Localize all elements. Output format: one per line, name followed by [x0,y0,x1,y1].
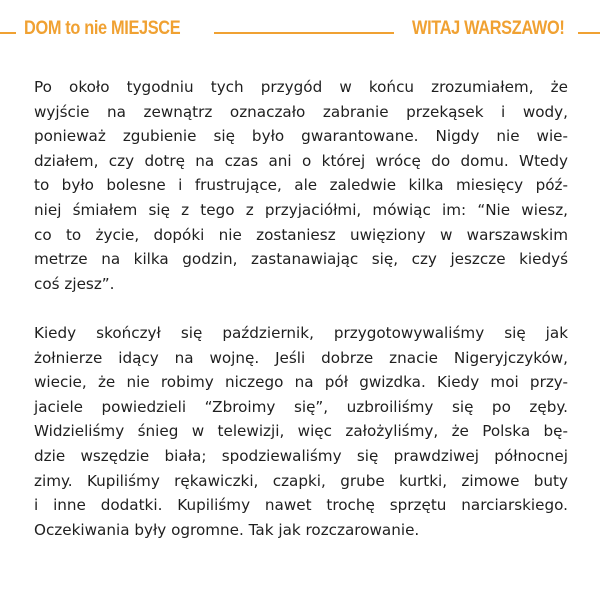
header-rule-left [0,32,16,34]
text-line: działem, czy dotrę na czas ani o której wrócę do domu. Wtedy [34,151,568,170]
text-line: jaciele powiedzieli “Zbroimy się”, uzbroiliśmy się po zęby. [34,397,568,416]
header-rule-right [578,32,600,34]
text-line: dzie wszędzie biała; spodziewaliśmy się prawdziwej północnej [34,446,568,465]
text-line: Oczekiwania były ogromne. Tak jak rozczarowanie. [34,520,420,539]
text-line: coś zjesz”. [34,274,115,293]
text-line: wiecie, że nie robimy niczego na pół gwizdka. Kiedy moi przy- [34,373,568,392]
header-right-title: WITAJ WARSZAWO! [412,18,565,39]
text-line: żołnierze idący na wojnę. Jeśli dobrze znacie Nigeryjczyków, [34,348,568,367]
text-line: to było bolesne i frustrujące, ale zaledwie kilka miesięcy póź- [34,176,568,195]
text-line: Widzieliśmy śnieg w telewizji, więc założyliśmy, że Polska bę- [34,422,568,441]
article-body [34,75,568,542]
header-rule-middle [214,32,394,34]
page-header [0,14,600,54]
header-left-title: DOM to nie MIEJSCE [24,18,181,39]
text-line: ponieważ zgubienie się było gwarantowane. Nigdy nie wie- [34,127,568,146]
paragraph [34,75,568,296]
text-line: zimy. Kupiliśmy rękawiczki, czapki, grube kurtki, zimowe buty [34,471,568,490]
text-line: Po około tygodniu tych przygód w końcu zrozumiałem, że [34,78,568,96]
text-line: wyjście na zewnątrz oznaczało zabranie przekąsek i wody, [34,102,568,121]
text-line: Kiedy skończył się październik, przygotowywaliśmy się jak [34,323,568,342]
text-line: co to życie, dopóki nie zostaniesz uwięziony w warszawskim [34,225,568,244]
text-line: niej śmiałem się z tego z przyjaciółmi, mówiąc im: “Nie wiesz, [34,200,568,219]
text-line: i inne dodatki. Kupiliśmy nawet trochę sprzętu narciarskiego. [34,496,568,515]
text-line: metrze na kilka godzin, zastanawiając się, czy jeszcze kiedyś [34,250,568,269]
paragraph [34,321,568,542]
